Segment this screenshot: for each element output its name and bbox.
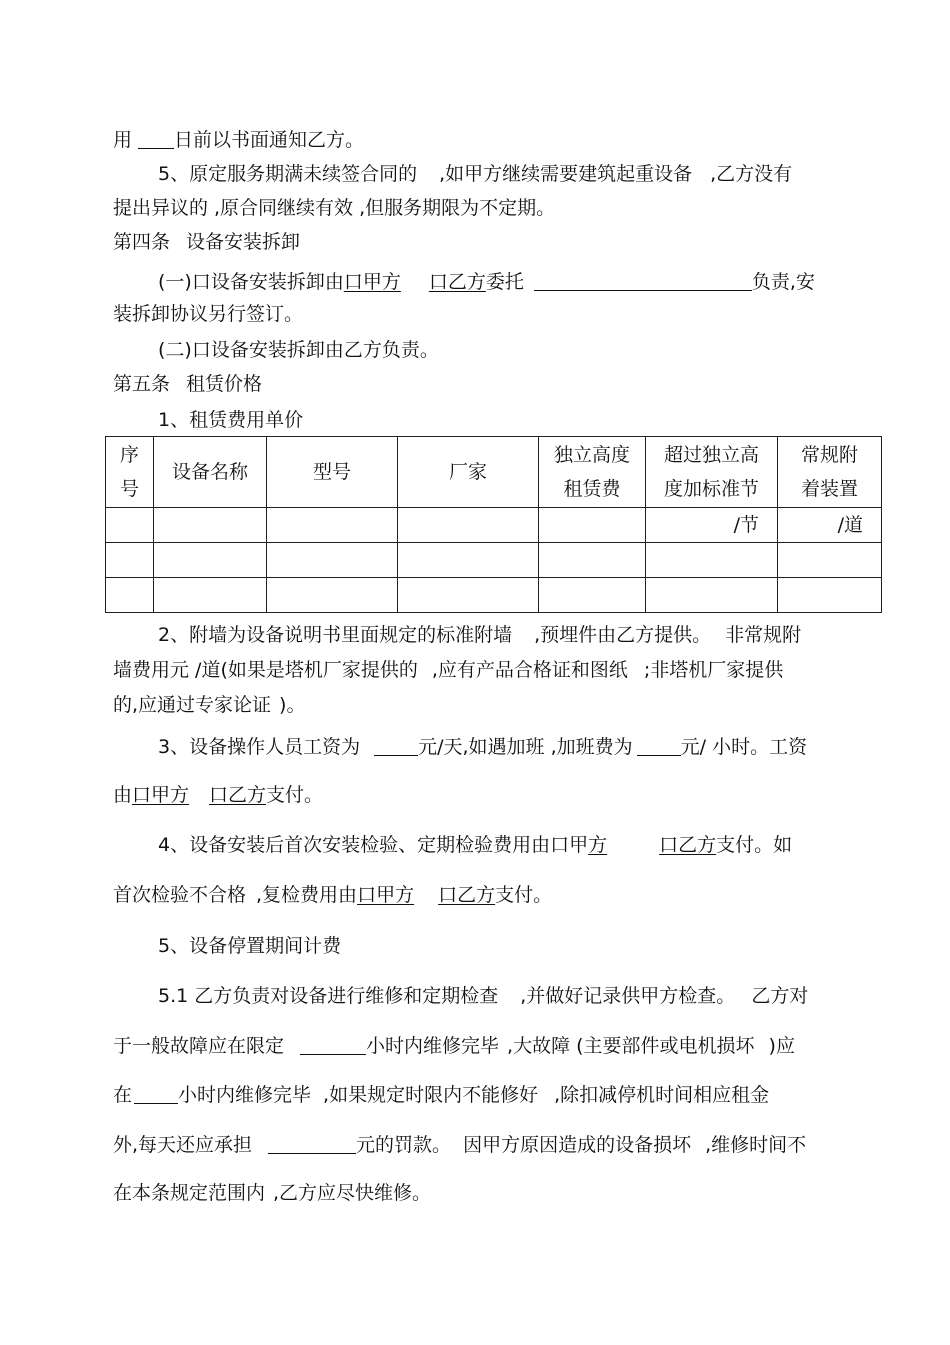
text-line: 首次检验不合格 ,复检费用由口甲方 口乙方支付。 — [113, 884, 553, 906]
text-line: 的,应通过专家论证 )。 — [113, 694, 306, 716]
table-cell — [154, 543, 267, 578]
article-heading: 第四条 设备安装拆卸 — [113, 231, 301, 253]
text-line: 2、附墙为设备说明书里面规定的标准附墙 ,预埋件由乙方提供。 非常规附 — [158, 624, 802, 646]
table-header-cell: 厂家 — [398, 437, 539, 508]
text-line: 装拆卸协议另行签订。 — [113, 303, 304, 325]
table-cell — [106, 508, 154, 543]
table-cell — [154, 578, 267, 613]
blank-field — [138, 129, 174, 149]
table-cell — [646, 543, 778, 578]
text-line: 用 日前以书面通知乙方。 — [113, 129, 365, 151]
table-cell: /道 — [778, 508, 882, 543]
blank-field — [534, 271, 752, 291]
table-cell — [778, 578, 882, 613]
table-header-cell: 型号 — [267, 437, 398, 508]
table-cell — [539, 508, 646, 543]
table-row — [106, 508, 882, 543]
text-line: 在本条规定范围内 ,乙方应尽快维修。 — [113, 1182, 432, 1204]
table-header-cell: 超过独立高 度加标准节 — [646, 437, 778, 508]
table-cell — [106, 578, 154, 613]
text-line: (一)口设备安装拆卸由口甲方 口乙方委托 负责,安 — [158, 271, 815, 293]
table-cell — [778, 543, 882, 578]
text-line: 5、设备停置期间计费 — [158, 935, 342, 957]
rental-price-table — [105, 436, 882, 613]
blank-field — [300, 1035, 366, 1055]
blank-field — [637, 736, 681, 756]
text-line: 提出异议的 ,原合同继续有效 ,但服务期限为不定期。 — [113, 197, 556, 219]
option-party: 口甲方 口乙方 — [357, 884, 496, 906]
table-header-cell: 设备名称 — [154, 437, 267, 508]
option-party: 方 口乙方 — [588, 834, 717, 856]
article-heading: 第五条 租赁价格 — [113, 373, 263, 395]
text-line: (二)口设备安装拆卸由乙方负责。 — [158, 339, 439, 361]
blank-field — [374, 736, 418, 756]
text-line: 5.1 乙方负责对设备进行维修和定期检查 ,并做好记录供甲方检查。 乙方对 — [158, 985, 809, 1007]
text-line: 于一般故障应在限定 小时内维修完毕 ,大故障 (主要部件或电机损坏 )应 — [113, 1035, 795, 1057]
table-row — [106, 543, 882, 578]
table-row — [106, 578, 882, 613]
text-line: 外,每天还应承担 元的罚款。 因甲方原因造成的设备损坏 ,维修时间不 — [113, 1134, 807, 1156]
table-cell — [646, 578, 778, 613]
blank-field — [134, 1084, 178, 1104]
table-cell: /节 — [646, 508, 778, 543]
table-cell — [267, 543, 398, 578]
table-cell — [267, 578, 398, 613]
option-party: 口甲方 口乙方 — [132, 784, 267, 806]
table-cell — [398, 578, 539, 613]
table-header-cell: 常规附 着装置 — [778, 437, 882, 508]
text-line: 4、设备安装后首次安装检验、定期检验费用由口甲方 口乙方支付。如 — [158, 834, 793, 856]
text-line: 在 小时内维修完毕 ,如果规定时限内不能修好 ,除扣减停机时间相应租金 — [113, 1084, 770, 1106]
table-cell — [539, 543, 646, 578]
table-header-cell: 序 号 — [106, 437, 154, 508]
table-cell — [398, 508, 539, 543]
table-cell — [398, 543, 539, 578]
table-cell — [106, 543, 154, 578]
table-header-row — [106, 437, 882, 508]
text-line: 3、设备操作人员工资为 元/天,如遇加班 ,加班费为 元/ 小时。工资 — [158, 736, 808, 758]
table-cell — [154, 508, 267, 543]
table-cell — [267, 508, 398, 543]
option-party-a: 口甲方 口乙方 — [343, 271, 486, 293]
text-line: 墙费用元 /道(如果是塔机厂家提供的 ,应有产品合格证和图纸 ;非塔机厂家提供 — [113, 659, 784, 681]
text-line: 1、租赁费用单价 — [158, 409, 304, 431]
blank-field — [268, 1134, 356, 1154]
text-line: 5、原定服务期满未续签合同的 ,如甲方继续需要建筑起重设备 ,乙方没有 — [158, 163, 793, 185]
text-line: 由口甲方 口乙方支付。 — [113, 784, 324, 806]
table-body — [106, 508, 882, 613]
table-header-cell: 独立高度 租赁费 — [539, 437, 646, 508]
table-cell — [539, 578, 646, 613]
